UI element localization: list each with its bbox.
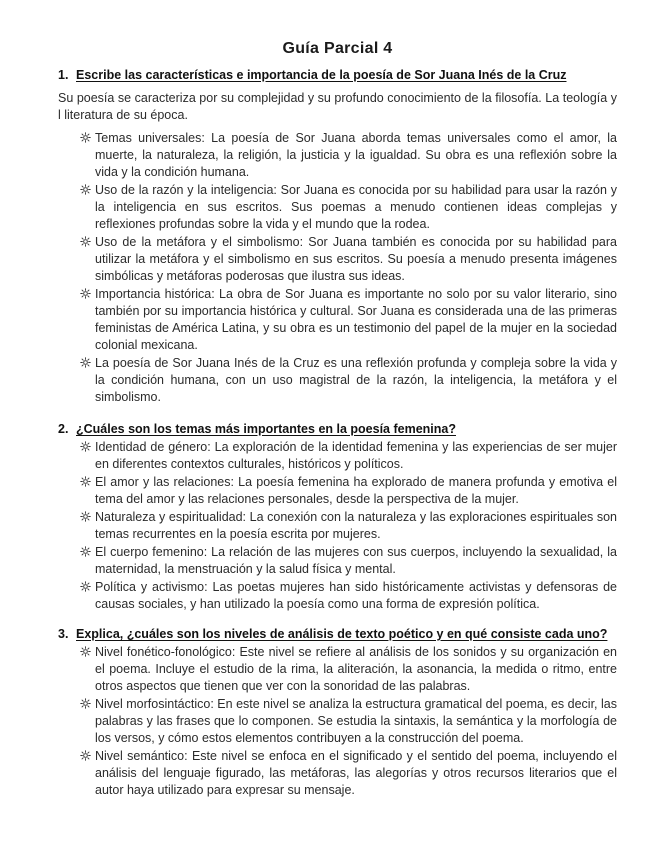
- list-item-text: Política y activismo: Las poetas mujeres han sido históricamente activistas y defensoras de causas sociales, y han utilizado la poesía como una forma de expresión política.: [95, 580, 617, 611]
- question-number: 3.: [58, 627, 69, 641]
- sun-bullet-icon: [80, 441, 91, 452]
- sun-bullet-icon: [80, 357, 91, 368]
- list-item: [80, 544, 617, 578]
- list-item-text: Nivel fonético-fonológico: Este nivel se refiere al análisis de los sonidos y su organización en el poema. Incluye el estudio de la rima, la aliteración, la asonancia, la medida o ritmo, entre otros aspectos que tienen que ver con la sonoridad de las palabras.: [95, 645, 617, 693]
- list-item-text: Uso de la metáfora y el simbolismo: Sor Juana también es conocida por su habilidad para utilizar la metáfora y el simbolismo en sus escritos. Su poesía a menudo presenta imágenes simbólicas y metáforas poderosas que ilustra sus ideas.: [95, 235, 617, 283]
- list-item-text: Nivel semántico: Este nivel se enfoca en el significado y el sentido del poema, incluyendo el análisis del lenguaje figurado, las metáforas, las alegorías y otros recursos literarios que el autor haya utilizado para expresar su mensaje.: [95, 749, 617, 797]
- sun-bullet-icon: [80, 184, 91, 195]
- list-item: [80, 439, 617, 473]
- question-number: 1.: [58, 68, 69, 82]
- sun-bullet-icon: [80, 236, 91, 247]
- sun-bullet-icon: [80, 750, 91, 761]
- question-text: Escribe las características e importancia de la poesía de Sor Juana Inés de la Cruz: [76, 68, 567, 82]
- list-item: [80, 234, 617, 285]
- question-text: ¿Cuáles son los temas más importantes en la poesía femenina?: [76, 422, 456, 436]
- list-item: [80, 474, 617, 508]
- list-item: [80, 748, 617, 799]
- sun-bullet-icon: [80, 511, 91, 522]
- question-1-section: [58, 68, 617, 406]
- list-item-text: Identidad de género: La exploración de la identidad femenina y las experiencias de ser mujer en diferentes contextos culturales, históricos y políticos.: [95, 440, 617, 471]
- sun-bullet-icon: [80, 476, 91, 487]
- list-item: [80, 130, 617, 181]
- question-1-heading: [58, 68, 617, 82]
- sun-bullet-icon: [80, 132, 91, 143]
- question-1-list: [80, 130, 617, 406]
- question-3-heading: [58, 627, 617, 641]
- list-item-text: Importancia histórica: La obra de Sor Juana es importante no solo por su valor literario, sino también por su importancia histórica y cultural. Sor Juana es considerada una de las primeras feministas de América Latina, y su obra es un testimonio del papel de la mujer en la sociedad colonial mexicana.: [95, 287, 617, 352]
- question-3-list: [80, 644, 617, 799]
- list-item: [80, 286, 617, 354]
- question-number: 2.: [58, 422, 69, 436]
- list-item-text: Nivel morfosintáctico: En este nivel se analiza la estructura gramatical del poema, es decir, las palabras y las frases que lo componen. Se estudia la sintaxis, la semántica y la morfología de los versos, y cómo estos elementos contribuyen a la construcción del poema.: [95, 697, 617, 745]
- question-2-list: [80, 439, 617, 613]
- list-item-text: El amor y las relaciones: La poesía femenina ha explorado de manera profunda y emotiva el tema del amor y las relaciones personales, desde la perspectiva de la mujer.: [95, 475, 617, 506]
- sun-bullet-icon: [80, 546, 91, 557]
- list-item-text: Temas universales: La poesía de Sor Juana aborda temas universales como el amor, la muerte, la naturaleza, la religión, la justicia y la igualdad. Su obra es una reflexión sobre la vida y la condición humana.: [95, 131, 617, 179]
- question-2-heading: [58, 422, 617, 436]
- sun-bullet-icon: [80, 646, 91, 657]
- sun-bullet-icon: [80, 698, 91, 709]
- list-item: [80, 644, 617, 695]
- list-item-text: El cuerpo femenino: La relación de las mujeres con sus cuerpos, incluyendo la sexualidad, la maternidad, la menstruación y la salud física y mental.: [95, 545, 617, 576]
- page-title: Guía Parcial 4: [282, 40, 393, 57]
- list-item-text: Uso de la razón y la inteligencia: Sor Juana es conocida por su habilidad para usar la razón y la inteligencia en sus escritos. Sus poemas a menudo contienen ideas complejas y reflexiones profundas sobre la vida y el mundo que la rodea.: [95, 183, 617, 231]
- question-3-section: [58, 627, 617, 799]
- sun-bullet-icon: [80, 288, 91, 299]
- question-1-intro: Su poesía se caracteriza por su complejidad y su profundo conocimiento de la filosofía. La teología y l literatura de su época.: [58, 91, 617, 122]
- list-item: [80, 509, 617, 543]
- sun-bullet-icon: [80, 581, 91, 592]
- list-item-text: Naturaleza y espiritualidad: La conexión con la naturaleza y las exploraciones espirituales son temas recurrentes en la poesía escrita por mujeres.: [95, 510, 617, 541]
- question-text: Explica, ¿cuáles son los niveles de análisis de texto poético y en qué consiste cada uno?: [76, 627, 608, 641]
- list-item: [80, 182, 617, 233]
- list-item: [80, 355, 617, 406]
- question-2-section: [58, 422, 617, 613]
- list-item: [80, 579, 617, 613]
- list-item-text: La poesía de Sor Juana Inés de la Cruz es una reflexión profunda y compleja sobre la vida y la condición humana, con un uso magistral de la razón, la inteligencia, la metáfora y el simbolismo.: [95, 356, 617, 404]
- list-item: [80, 696, 617, 747]
